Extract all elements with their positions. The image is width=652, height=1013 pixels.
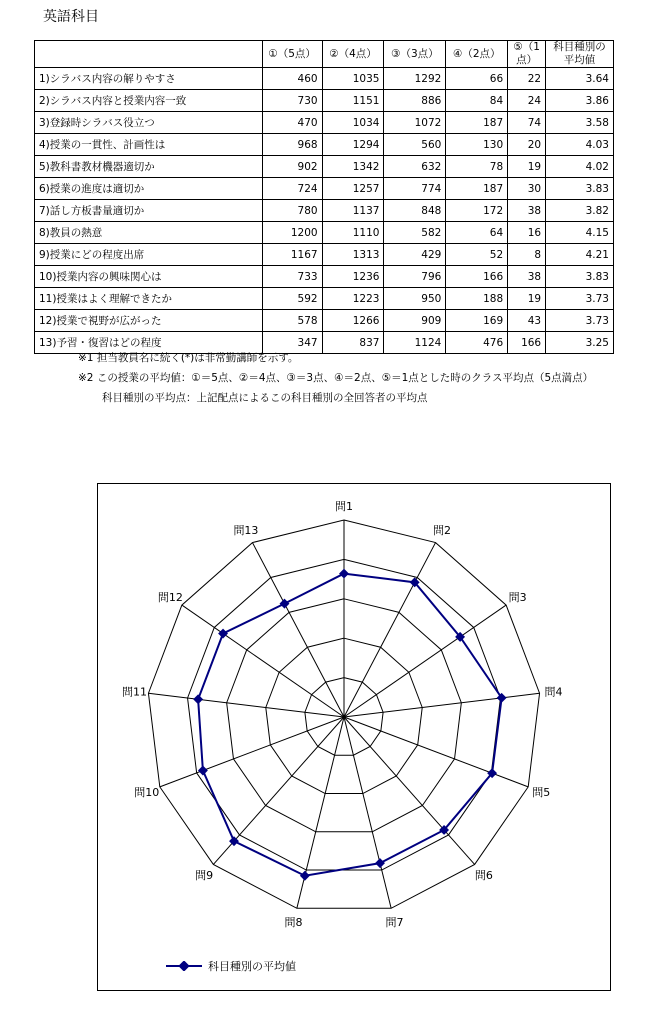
data-point (280, 599, 290, 609)
value-cell: 130 (446, 134, 508, 156)
value-cell: 74 (508, 112, 546, 134)
axis-label: 問1 (335, 500, 353, 513)
value-cell: 1294 (322, 134, 384, 156)
value-cell: 470 (262, 112, 322, 134)
grid-spoke (252, 543, 344, 717)
question-cell: 2)シラバス内容と授業内容一致 (35, 90, 263, 112)
value-cell: 347 (262, 332, 322, 354)
value-cell: 166 (508, 332, 546, 354)
table-row (35, 178, 614, 200)
question-cell: 5)教科書教材機器適切か (35, 156, 263, 178)
grid-spoke (160, 717, 344, 787)
value-cell: 66 (446, 68, 508, 90)
value-cell: 38 (508, 266, 546, 288)
value-cell: 780 (262, 200, 322, 222)
table-row (35, 266, 614, 288)
column-header: 科目種別の平均値 (546, 41, 614, 68)
question-cell: 4)授業の一貫性、計画性は (35, 134, 263, 156)
value-cell: 187 (446, 112, 508, 134)
axis-label: 問7 (385, 915, 404, 929)
chart-legend (166, 958, 296, 974)
table-row (35, 156, 614, 178)
value-cell: 19 (508, 156, 546, 178)
value-cell: 169 (446, 310, 508, 332)
value-cell: 1257 (322, 178, 384, 200)
value-cell: 4.03 (546, 134, 614, 156)
axis-label: 問2 (433, 524, 452, 538)
radar-chart-svg (98, 484, 610, 990)
survey-table (34, 40, 614, 354)
value-cell: 1266 (322, 310, 384, 332)
value-cell: 968 (262, 134, 322, 156)
value-cell: 52 (446, 244, 508, 266)
table-row (35, 90, 614, 112)
value-cell: 909 (384, 310, 446, 332)
question-cell: 12)授業で視野が広がった (35, 310, 263, 332)
column-header: ④（2点） (446, 41, 508, 68)
value-cell: 1151 (322, 90, 384, 112)
question-cell: 7)話し方板書量適切か (35, 200, 263, 222)
question-cell: 10)授業内容の興味関心は (35, 266, 263, 288)
value-cell: 1342 (322, 156, 384, 178)
value-cell: 3.64 (546, 68, 614, 90)
table-row (35, 200, 614, 222)
table-header-row (35, 41, 614, 68)
table-row (35, 222, 614, 244)
axis-label: 問5 (532, 785, 551, 799)
grid-spoke (344, 543, 436, 717)
value-cell: 578 (262, 310, 322, 332)
value-cell: 38 (508, 200, 546, 222)
value-cell: 166 (446, 266, 508, 288)
value-cell: 3.73 (546, 310, 614, 332)
value-cell: 950 (384, 288, 446, 310)
value-cell: 16 (508, 222, 546, 244)
grid-spoke (344, 717, 528, 787)
footnote-3: 科目種別の平均点：上記配点によるこの科目種別の全回答者の平均点 (102, 392, 428, 404)
value-cell: 582 (384, 222, 446, 244)
value-cell: 187 (446, 178, 508, 200)
data-point (193, 694, 203, 704)
value-cell: 1167 (262, 244, 322, 266)
value-cell: 1137 (322, 200, 384, 222)
value-cell: 724 (262, 178, 322, 200)
data-point (339, 569, 349, 579)
value-cell: 3.83 (546, 266, 614, 288)
value-cell: 3.83 (546, 178, 614, 200)
footnote-1: ※1 担当教員名に続く(*)は非常勤講師を示す。 (78, 352, 299, 364)
axis-label: 問8 (284, 915, 303, 929)
value-cell: 774 (384, 178, 446, 200)
value-cell: 1313 (322, 244, 384, 266)
axis-label: 問10 (134, 785, 160, 799)
value-cell: 1236 (322, 266, 384, 288)
legend-marker (166, 961, 202, 971)
value-cell: 837 (322, 332, 384, 354)
axis-label: 問3 (508, 591, 527, 605)
table-row (35, 310, 614, 332)
value-cell: 4.15 (546, 222, 614, 244)
value-cell: 476 (446, 332, 508, 354)
value-cell: 460 (262, 68, 322, 90)
value-cell: 43 (508, 310, 546, 332)
value-cell: 632 (384, 156, 446, 178)
value-cell: 30 (508, 178, 546, 200)
column-header: ①（5点） (262, 41, 322, 68)
value-cell: 1124 (384, 332, 446, 354)
value-cell: 733 (262, 266, 322, 288)
column-header: ②（4点） (322, 41, 384, 68)
value-cell: 592 (262, 288, 322, 310)
value-cell: 1292 (384, 68, 446, 90)
value-cell: 730 (262, 90, 322, 112)
table-row (35, 288, 614, 310)
axis-label: 問9 (195, 868, 214, 882)
value-cell: 64 (446, 222, 508, 244)
value-cell: 1034 (322, 112, 384, 134)
value-cell: 1110 (322, 222, 384, 244)
value-cell: 3.82 (546, 200, 614, 222)
value-cell: 1072 (384, 112, 446, 134)
value-cell: 188 (446, 288, 508, 310)
value-cell: 78 (446, 156, 508, 178)
value-cell: 796 (384, 266, 446, 288)
column-header: ③（3点） (384, 41, 446, 68)
question-cell: 6)授業の進度は適切か (35, 178, 263, 200)
value-cell: 19 (508, 288, 546, 310)
value-cell: 3.58 (546, 112, 614, 134)
question-cell: 8)教員の熱意 (35, 222, 263, 244)
value-cell: 560 (384, 134, 446, 156)
axis-label: 問4 (544, 685, 563, 699)
value-cell: 1223 (322, 288, 384, 310)
value-cell: 84 (446, 90, 508, 112)
table-row (35, 112, 614, 134)
footnotes (78, 348, 593, 408)
data-point (198, 766, 208, 776)
data-point (300, 871, 310, 881)
column-header (35, 41, 263, 68)
table-row (35, 244, 614, 266)
value-cell: 1200 (262, 222, 322, 244)
data-point (218, 629, 228, 639)
value-cell: 4.02 (546, 156, 614, 178)
value-cell: 3.73 (546, 288, 614, 310)
value-cell: 3.86 (546, 90, 614, 112)
page-title: 英語科目 (43, 9, 99, 25)
table-row (35, 68, 614, 90)
value-cell: 886 (384, 90, 446, 112)
value-cell: 902 (262, 156, 322, 178)
data-point (375, 858, 385, 868)
question-cell: 3)登録時シラバス役立つ (35, 112, 263, 134)
footnote-2: ※2 この授業の平均値：①＝5点、②＝4点、③＝3点、④＝2点、⑤＝1点とした時のクラス平均点（5点満点） (78, 372, 594, 384)
question-cell: 9)授業にどの程度出席 (35, 244, 263, 266)
legend-label: 科目種別の平均値 (208, 960, 296, 973)
value-cell: 8 (508, 244, 546, 266)
question-cell: 13)予習・復習はどの程度 (35, 332, 263, 354)
value-cell: 22 (508, 68, 546, 90)
axis-label: 問12 (157, 591, 183, 605)
value-cell: 3.25 (546, 332, 614, 354)
grid-spoke (344, 717, 475, 864)
value-cell: 1035 (322, 68, 384, 90)
table-row (35, 134, 614, 156)
value-cell: 24 (508, 90, 546, 112)
column-header: ⑤（1点） (508, 41, 546, 68)
axis-label: 問6 (474, 868, 493, 882)
value-cell: 429 (384, 244, 446, 266)
value-cell: 172 (446, 200, 508, 222)
axis-label: 問13 (233, 524, 259, 538)
grid-spoke (344, 717, 391, 908)
radar-chart (97, 483, 611, 991)
value-cell: 20 (508, 134, 546, 156)
question-cell: 11)授業はよく理解できたか (35, 288, 263, 310)
value-cell: 4.21 (546, 244, 614, 266)
value-cell: 848 (384, 200, 446, 222)
question-cell: 1)シラバス内容の解りやすさ (35, 68, 263, 90)
axis-label: 問11 (122, 685, 148, 699)
